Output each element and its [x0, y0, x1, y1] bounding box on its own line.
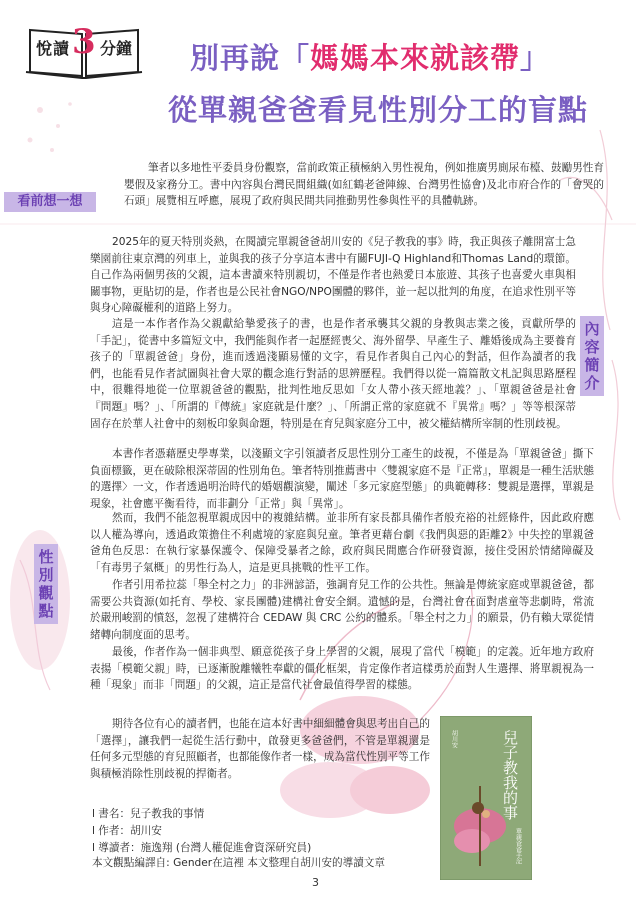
page-number: 3: [312, 876, 319, 889]
paragraph-closing: 期待各位有心的讀者們，也能在這本好書中細細體會與思考出自己的「選擇」，讓我們一起從生活行動中，啟發更多爸爸們，不管是單親還是任何多元型態的育兒照顧者，也都能像作者一樣，成為當代性別平等工作與積極消除性別歧視的捍衛者。: [90, 718, 430, 780]
paragraph-intro-1: 2025年的夏天特別炎熱，在閱讀完單親爸爸胡川安的《兒子教我的事》時，我正與孩子離開富士急樂園前往東京灣的列車上，並與我的孩子分享這本書中有關FUJI-Q Highland和Thomas Land的環節。自己作為兩個男孩的父親，這本書讀來特別親切，不僅是作者也熱愛日本旅遊、其孩子也喜愛火車與相關事物，更貼切的是，作者也是公民社會NGO/NPO團體的夥伴，並一起以批判的角度，在追求性別平等與身心障礙權利的道路上努力。: [90, 236, 576, 315]
book-cover-subtitle: 單親爸爸手記: [514, 828, 522, 864]
paragraph-gender-1: 本書作者憑藉歷史學專業，以淺顯文字引領讀者反思性別分工產生的歧視，不僅是為「單親爸爸」撕下負面標籤，更在破除根深蒂固的性別角色。筆者特別推薦書中〈雙親家庭不是『正常』，單親是一種生活狀態的選擇〉一文，作者透過明治時代的婚姻觀演變，闡述「多元家庭型態」的典範轉移：雙親是選擇，單親是現象，社會應平衡看待，而非劃分「正常」與「異常」。: [90, 448, 594, 510]
paragraph-intro-2: 這是一本作者作為父親獻給摯愛孩子的書，也是作者承襲其父親的身教與志業之後，貢獻所學的「手記」，從書中多篇短文中，我們能與作者一起歷經喪父、海外留學、早產生子、離婚後成為主要養育孩子的「單親爸爸」身份，進而透過淺顯易懂的文字，看見作者與自己內心的對話，但作為讀者的我們，也能看見作者試圖與社會大眾的觀念進行對話的思辨歷程。我們得以從一篇篇散文札記與思路歷程中，很難得地從一位單親爸爸的觀點，批判性地反思如「女人帶小孩天經地義？」、「單親爸爸是社會『問題』嗎？」、「所謂的『傳統』家庭就是什麼？」、「所謂正常的家庭就不『異常』嗎？」等等根深蒂固存在於華人社會中的刻板印象與命題，特別是在育兒與家庭分工中，被父權結構所宰制的性別歧視。: [90, 318, 576, 430]
logo-text-right: 分鐘: [100, 39, 133, 58]
paragraph-lead: 筆者以多地性平委員身份觀察，當前政策正積極納入男性視角，例如推廣男廁尿布檯、鼓勵男性育嬰假及家務分工。書中內容與台灣民間組織(如紅鶴老爸陣線、台灣男性協會)及北市府合作的「會哭的石頭」展覽相互呼應，展現了政府與民間共同推動男性參與性平的具體軌跡。: [124, 162, 604, 208]
info-credit: 本文觀點編譯自: Gender在這裡 本文整理自胡川安的導讀文章: [92, 857, 385, 869]
tag-gender: 性別觀點: [34, 544, 58, 624]
title-line1-pre: 別再說「: [190, 41, 311, 75]
tag-intro: 內容簡介: [580, 316, 604, 396]
title-line1: [190, 36, 630, 77]
info-book-title: l 書名：兒子教我的事情: [92, 808, 205, 820]
title-line2: 從單親爸爸看見性別分工的盲點: [168, 93, 589, 127]
book-cover-title: 兒子教我的事: [501, 730, 519, 820]
logo-number: 3: [72, 22, 96, 62]
title-line1-highlight: 媽媽本來就該帶: [310, 41, 521, 75]
logo-text-left: 悅讀: [36, 39, 71, 58]
paragraph-gender-2: 然而，我們不能忽視單親成因中的複雜結構。並非所有家長都具備作者般充裕的社經條件，因此政府應以人權為導向，透過政策擔住不利處境的家庭與兒童。筆者更藉台劇《我們與惡的距離2》中失控的單親爸爸角色反思：在執行家暴保護令、保障受暴者之餘，政府與民間應合作研發資源，接住受困於情緒障礙及「有毒男子氣概」的男性行為人，這是更具挑戰的性平工作。: [90, 512, 594, 574]
paragraph-gender-4: 最後，作者作為一個非典型、願意從孩子身上學習的父親，展現了當代「模範」的定義。近年地方政府表揚「模範父親」時，已逐漸脫離犧牲奉獻的僵化框架，肯定像作者這樣勇於面對人生選擇、將單親視為一種「現象」而非「問題」的父親，這正是當代社會最值得學習的樣態。: [90, 646, 594, 692]
tag-preview: 看前想一想: [4, 192, 96, 212]
info-guide: l 導讀者：施逸翔 (台灣人權促進會資深研究員): [92, 842, 312, 854]
title-line1-post: 」: [520, 41, 551, 75]
paragraph-gender-3: 作者引用希拉蕊「舉全村之力」的非洲諺語，強調育兒工作的公共性。無論是傳統家庭或單親爸爸，都需要公共資源(如托育、學校、家長團體)建構社會安全網。遺憾的是，台灣社會在面對虐童等悲劇時，常流於嚴刑峻罰的憤怒，忽視了建構符合 CEDAW 與 CRC 公約的體系。「舉全村之力」的願景，仍有賴大眾從情緒轉向制度面的思考。: [90, 579, 594, 641]
book-cover-author: 胡川安: [450, 730, 458, 748]
info-author: l 作者：胡川安: [92, 825, 162, 837]
book-cover-image: [440, 716, 532, 880]
